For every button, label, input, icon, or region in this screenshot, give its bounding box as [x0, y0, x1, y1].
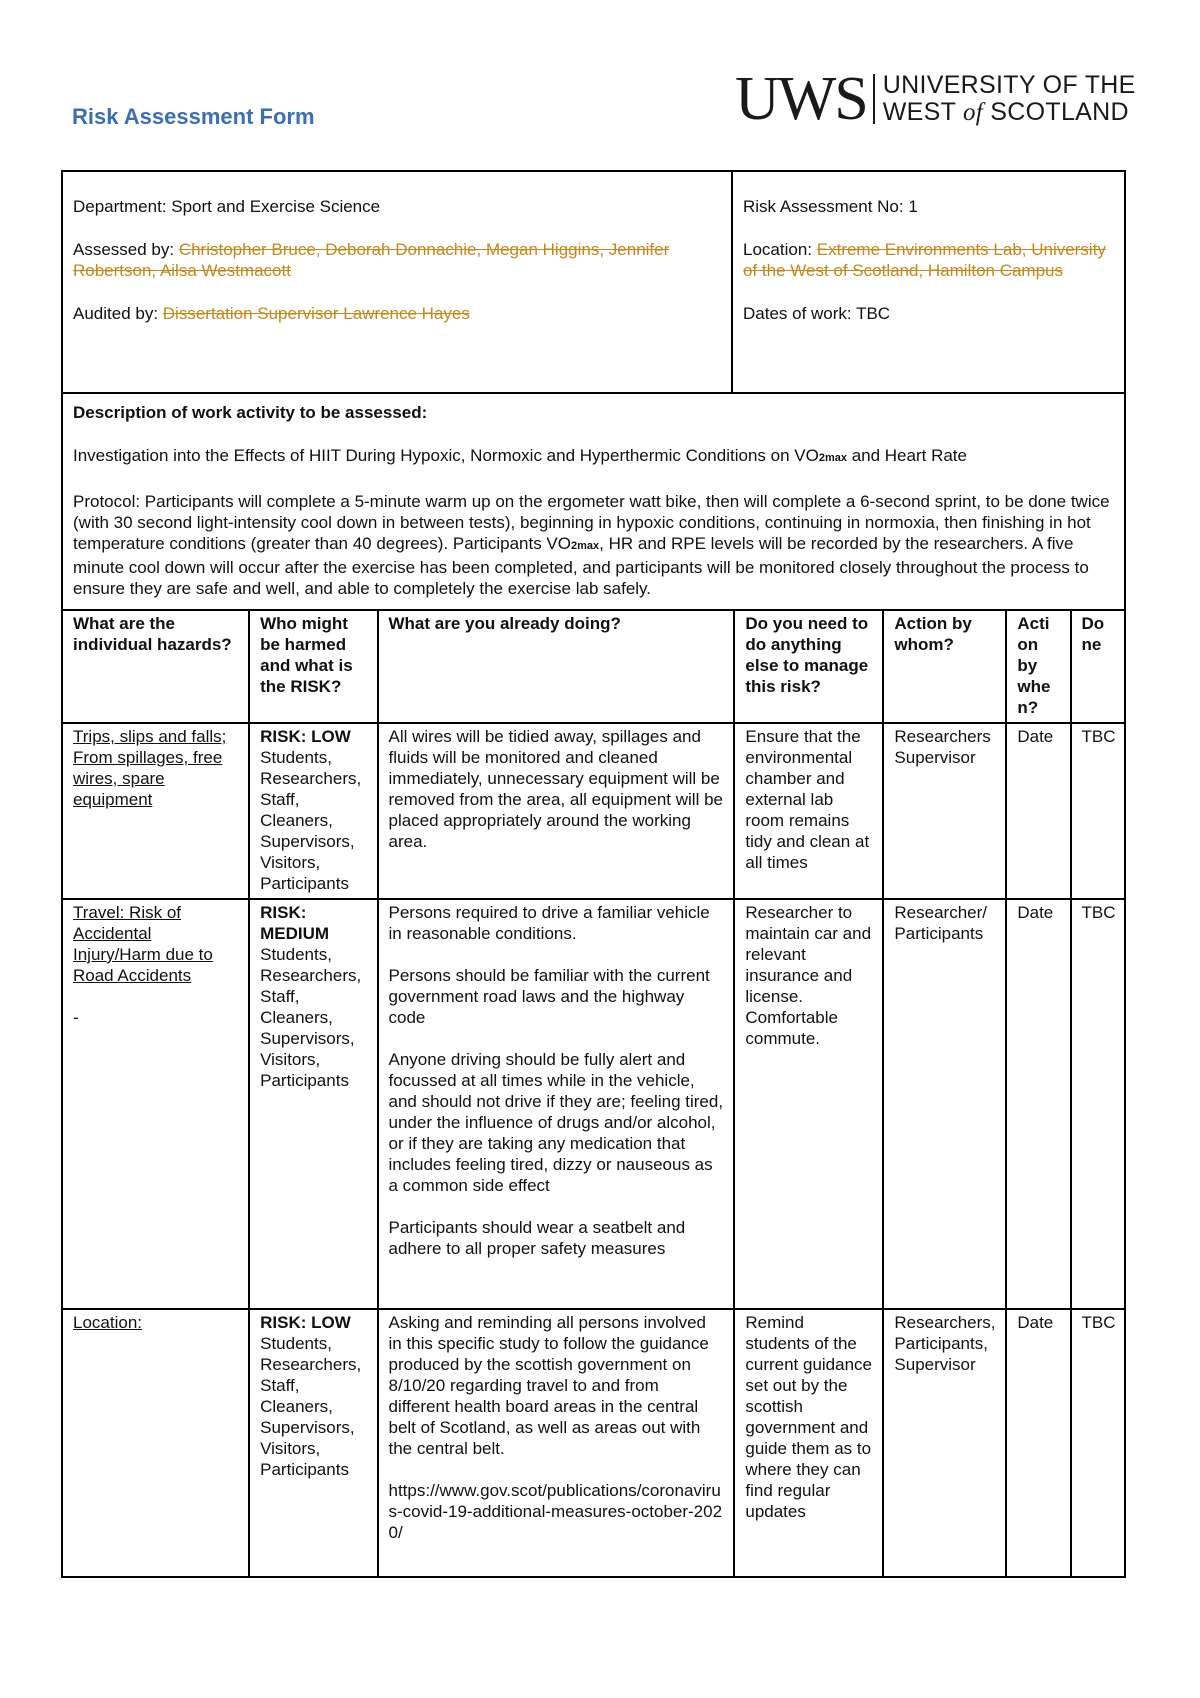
col-header-hazards: What are the individual hazards?: [62, 611, 249, 723]
logo-line-2-suffix: SCOTLAND: [983, 98, 1129, 126]
header-right-cell: [733, 172, 1124, 392]
protocol-sub: 2max: [571, 540, 600, 552]
by-whom-cell: Researcher/ Participants: [883, 899, 1006, 1309]
who-cell: [249, 899, 377, 1309]
logo-mark: UWS: [735, 65, 867, 133]
further-cell: Researcher to maintain car and relevant insurance and license. Comfortable commute.: [734, 899, 883, 1309]
protocol-pre: Protocol: Participants will complete a 5-minute warm up on the ergometer watt bike, then will complete a 6-second sprint, to be done twice (with 30 second light-intensity cool down in between tests), beginning in hypoxic conditions, continuing in normoxia, then finishing in hot temperature conditions (greater than 40 degrees). Participants VO: [73, 492, 1110, 553]
logo-line-2: [883, 99, 1136, 126]
location: [743, 239, 1114, 281]
when-cell: Date: [1006, 1309, 1070, 1577]
by-whom-cell: Researchers, Participants, Supervisor: [883, 1309, 1006, 1577]
doing-text: Anyone driving should be fully alert and focussed at all times while in the vehicle, and should not drive if they are; feeling tired, under the influence of drugs and/or alcohol, or if they are taking any medication that includes feeling tired, dizzy or nauseous as a common side effect: [388, 1050, 724, 1195]
audited-by: [73, 303, 721, 324]
who-text: Students, Researchers, Staff, Cleaners, Supervisors, Visitors, Participants: [260, 1334, 362, 1479]
doing-text: Persons should be familiar with the current government road laws and the highway code: [388, 966, 710, 1027]
assessed-by: [73, 239, 721, 281]
assessed-by-value: Christopher Bruce, Deborah Donnachie, Megan Higgins, Jennifer Robertson, Ailsa Westmacott: [73, 240, 670, 280]
study-title: [73, 445, 1114, 469]
hazard-text: Travel: Risk of Accidental Injury/Harm due to Road Accidents: [73, 903, 213, 985]
doing-text: All wires will be tidied away, spillages and fluids will be monitored and cleaned immediately, unnecessary equipment will be removed from the area, all equipment will be placed appropriately around the working area.: [388, 727, 723, 851]
dates-of-work: Dates of work: TBC: [743, 304, 891, 323]
who-cell: [249, 1309, 377, 1577]
by-whom-cell: Researchers Supervisor: [883, 723, 1006, 899]
location-value: Extreme Environments Lab, University of the West of Scotland, Hamilton Campus: [743, 240, 1106, 280]
doing-text: Participants should wear a seatbelt and adhere to all proper safety measures: [388, 1218, 686, 1258]
logo-line-2-prefix: WEST: [882, 98, 963, 126]
header-section: [61, 170, 1126, 394]
hazard-extra: -: [73, 1008, 79, 1027]
doing-cell: [378, 723, 735, 899]
hazard-cell: [62, 899, 249, 1309]
logo-line-2-of: of: [963, 99, 984, 126]
description-section: [61, 394, 1126, 611]
col-header-who: Who might be harmed and what is the RISK?: [249, 611, 377, 723]
location-label: Location:: [743, 240, 817, 259]
doing-cell: [378, 899, 735, 1309]
study-title-sub: 2max: [818, 452, 847, 464]
uws-logo: [735, 65, 1136, 133]
risk-level: RISK: LOW: [260, 727, 351, 746]
who-cell: [249, 723, 377, 899]
guidance-url: https://www.gov.scot/publications/coronavirus-covid-19-additional-measures-october-2020/: [388, 1481, 723, 1542]
who-text: Students, Researchers, Staff, Cleaners, Supervisors, Visitors, Participants: [260, 945, 362, 1090]
when-cell: Date: [1006, 723, 1070, 899]
done-cell: TBC: [1071, 723, 1125, 899]
who-text: Students, Researchers, Staff, Cleaners, Supervisors, Visitors, Participants: [260, 748, 362, 893]
audited-by-label: Audited by:: [73, 304, 163, 323]
risk-assessment-document: [61, 170, 1126, 1578]
done-cell: TBC: [1071, 899, 1125, 1309]
table-row: [62, 1309, 1125, 1577]
assessed-by-label: Assessed by:: [73, 240, 179, 259]
done-cell: TBC: [1071, 1309, 1125, 1577]
department: Department: Sport and Exercise Science: [73, 197, 381, 216]
col-header-when: Acti on by whe n?: [1006, 611, 1070, 723]
hazards-table: [61, 611, 1126, 1578]
study-title-pre: Investigation into the Effects of HIIT During Hypoxic, Normoxic and Hyperthermic Conditions on VO: [73, 446, 819, 465]
table-header-row: [62, 611, 1125, 723]
further-cell: Remind students of the current guidance set out by the scottish government and guide them as to where they can find regular updates: [734, 1309, 883, 1577]
col-header-further: Do you need to do anything else to manage this risk?: [734, 611, 883, 723]
study-title-post: and Heart Rate: [846, 446, 967, 465]
logo-line-1: UNIVERSITY OF THE: [882, 71, 1136, 99]
page-title: Risk Assessment Form: [72, 104, 315, 129]
risk-assessment-no: Risk Assessment No: 1: [743, 197, 918, 216]
doing-text: Persons required to drive a familiar vehicle in reasonable conditions.: [388, 903, 710, 943]
hazard-cell: [62, 723, 249, 899]
logo-divider: [873, 74, 875, 124]
audited-by-value: Dissertation Supervisor Lawrence Hayes: [162, 304, 470, 323]
header-left-cell: [63, 172, 733, 392]
protocol: [73, 491, 1114, 599]
risk-level: RISK: LOW: [260, 1313, 351, 1332]
table-row: [62, 899, 1125, 1309]
table-row: [62, 723, 1125, 899]
further-cell: Ensure that the environmental chamber and external lab room remains tidy and clean at all times: [734, 723, 883, 899]
risk-level: RISK: MEDIUM: [260, 903, 330, 943]
protocol-post: , HR and RPE levels will be recorded by the researchers. A five minute cool down will occur after the exercise has been completed, and participants will be monitored closely throughout the process to ensure they are safe and well, and able to completely the exercise lab safely.: [73, 534, 1089, 598]
col-header-doing: What are you already doing?: [378, 611, 735, 723]
doing-cell: [378, 1309, 735, 1577]
col-header-done: Do ne: [1071, 611, 1125, 723]
when-cell: Date: [1006, 899, 1070, 1309]
doing-text: Asking and reminding all persons involved in this specific study to follow the guidance produced by the scottish government on 8/10/20 regarding travel to and from different health board areas in the central belt of Scotland, as well as areas out with the central belt.: [388, 1313, 709, 1458]
hazard-cell: [62, 1309, 249, 1577]
description-heading: Description of work activity to be assessed:: [73, 403, 428, 422]
hazard-text: Trips, slips and falls; From spillages, free wires, spare equipment: [73, 727, 227, 809]
logo-text: [883, 72, 1136, 126]
col-header-by-whom: Action by whom?: [883, 611, 1006, 723]
hazard-text: Location:: [73, 1313, 142, 1332]
